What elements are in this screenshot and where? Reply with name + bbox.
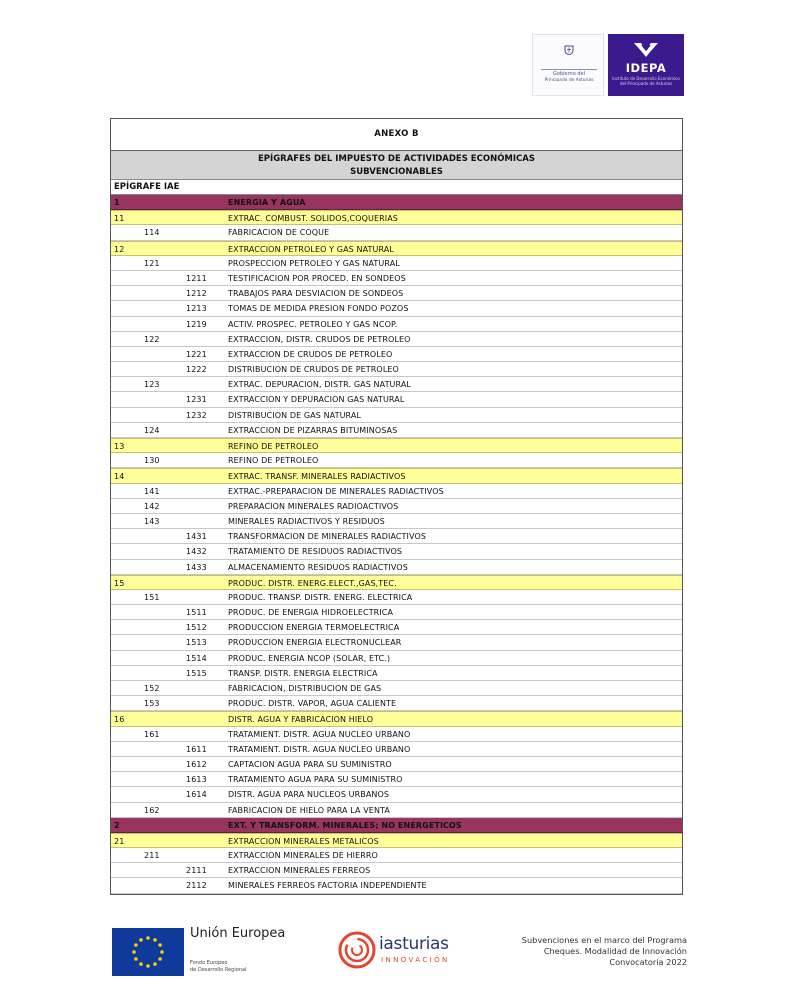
epigraph-description: EXT. Y TRANSFORM. MINERALES; NO ENERGETICOS: [228, 820, 462, 830]
epigraph-row: [111, 727, 682, 742]
epigraph-row: [111, 362, 682, 377]
epigraph-code: 1513: [186, 638, 207, 648]
epigraph-description: REFINO DE PETROLEO: [228, 456, 319, 466]
epigraph-row: [111, 195, 682, 210]
epigraph-row: [111, 225, 682, 240]
epigraph-description: TRABAJOS PARA DESVIACION DE SONDEOS: [228, 289, 404, 299]
epigraph-row: [111, 818, 682, 833]
epigraph-row: [111, 620, 682, 635]
epigraph-description: FABRICACION DE COQUE: [228, 228, 330, 238]
epigraph-code: 1221: [186, 349, 207, 359]
epigraph-description: EXTRAC. TRANSF. MINERALES RADIACTIVOS: [228, 472, 406, 482]
epigraph-description: EXTRACCION MINERALES DE HIERRO: [228, 851, 378, 861]
epigraph-row: [111, 696, 682, 711]
epigraph-row: [111, 575, 682, 590]
epigraph-code: 143: [144, 516, 160, 526]
epigraph-row: [111, 605, 682, 620]
epigraph-code: 1614: [186, 790, 207, 800]
epigraph-row: [111, 438, 682, 453]
epigraph-row: [111, 878, 682, 893]
epigraph-code: 1: [114, 198, 120, 207]
epigraph-row: [111, 332, 682, 347]
epigraph-description: EXTRACCION PETROLEO Y GAS NATURAL: [228, 244, 394, 254]
epigraph-row: [111, 499, 682, 514]
epigraph-row: [111, 453, 682, 468]
epigraph-description: PREPARACION MINERALES RADIOACTIVOS: [228, 501, 399, 511]
epigraph-row: [111, 256, 682, 271]
section-title-line1: EPÍGRAFES DEL IMPUESTO DE ACTIVIDADES ECONÓMICAS: [258, 154, 535, 164]
epigraph-code: 124: [144, 425, 160, 435]
epigraph-row: [111, 347, 682, 362]
epigraph-code: 2111: [186, 866, 207, 876]
epigraph-rows: [111, 195, 682, 894]
epigraph-code: 1232: [186, 410, 207, 420]
epigraph-code: 1613: [186, 775, 207, 785]
epigraph-description: ENERGIA Y AGUA: [228, 198, 306, 207]
epigraph-description: TESTIFICACION POR PROCED. EN SONDEOS: [228, 273, 406, 283]
epigraph-row: [111, 772, 682, 787]
epigraph-description: MINERALES FERREOS FACTORIA INDEPENDIENTE: [228, 881, 427, 891]
idepa-logo: [608, 34, 684, 96]
epigraph-description: REFINO DE PETROLEO: [228, 442, 319, 451]
eu-star-icon: [146, 936, 150, 940]
epigraph-description: TRATAMIENT. DISTR. AGUA NUCLEO URBANO: [228, 744, 411, 754]
epigraph-description: ALMACENAMIENTO RESIDUOS RADIACTIVOS: [228, 562, 408, 572]
epigraph-description: EXTRACCION, DISTR. CRUDOS DE PETROLEO: [228, 334, 411, 344]
iasturias-subtitle: INNOVACIÓN: [381, 956, 450, 964]
epigraph-description: EXTRAC. DEPURACION, DISTR. GAS NATURAL: [228, 380, 411, 390]
epigraph-row: [111, 468, 682, 483]
epigraph-row: [111, 514, 682, 529]
epigraph-row: [111, 484, 682, 499]
iae-epigraph-table: [110, 118, 683, 895]
epigraph-code: 153: [144, 699, 160, 709]
epigraph-code: 122: [144, 334, 160, 344]
epigraph-code: 211: [144, 851, 160, 861]
eu-star-icon: [139, 962, 143, 966]
eu-star-icon: [158, 943, 162, 947]
epigraph-description: EXTRACCION MINERALES METALICOS: [228, 836, 379, 846]
epigraph-description: FABRICACION, DISTRIBUCION DE GAS: [228, 684, 382, 693]
footer-text-line2: Cheques. Modalidad de Innovación: [543, 946, 687, 956]
epigraph-row: [111, 833, 682, 848]
annex-title: ANEXO B: [111, 119, 682, 151]
epigraph-description: EXTRACCION MINERALES FERREOS: [228, 866, 371, 876]
epigraph-description: EXTRACCION DE PIZARRAS BITUMINOSAS: [228, 425, 398, 435]
epigraph-row: [111, 666, 682, 681]
epigraph-row: [111, 651, 682, 666]
epigraph-row: [111, 286, 682, 301]
epigraph-row: [111, 210, 682, 225]
epigraph-code: 2112: [186, 881, 207, 891]
epigraph-code: 152: [144, 684, 160, 693]
eu-star-icon: [134, 957, 138, 961]
epigraph-description: PRODUC. TRANSP. DISTR. ENERG. ELECTRICA: [228, 592, 413, 602]
logo-divider: [541, 69, 597, 70]
eu-star-icon: [153, 938, 157, 942]
epigraph-code: 123: [144, 380, 160, 390]
epigraph-code: 1219: [186, 319, 207, 329]
epigraph-description: PRODUC. DE ENERGIA HIDROELECTRICA: [228, 608, 394, 618]
epigraph-code: 11: [114, 214, 125, 224]
epigraph-description: MINERALES RADIACTIVOS Y RESIDUOS: [228, 516, 385, 526]
epigraph-code: 16: [114, 715, 125, 725]
epigraph-code: 12: [114, 244, 125, 254]
epigraph-description: PRODUC. DISTR. ENERG.ELECT.,GAS,TEC.: [228, 578, 397, 588]
footer-text-line1: Subvenciones en el marco del Programa: [521, 935, 687, 945]
epigraph-code: 151: [144, 592, 160, 602]
epigraph-row: [111, 377, 682, 392]
epigraph-description: TRATAMIENT. DISTR. AGUA NUCLEO URBANO: [228, 729, 411, 739]
gob-logo-line2: Principado de Asturias: [544, 78, 594, 83]
epigraph-code: 1515: [186, 668, 207, 678]
epigraph-row: [111, 787, 682, 802]
header-logos: [532, 34, 684, 96]
epigraph-row: [111, 301, 682, 316]
epigraph-description: TRATAMIENTO AGUA PARA SU SUMINISTRO: [228, 775, 403, 785]
epigraph-description: EXTRAC.-PREPARACION DE MINERALES RADIACTIVOS: [228, 486, 444, 496]
epigraph-row: [111, 742, 682, 757]
epigraph-row: [111, 317, 682, 332]
epigraph-row: [111, 544, 682, 559]
epigraph-code: 142: [144, 501, 160, 511]
epigraph-description: PROSPECCION PETROLEO Y GAS NATURAL: [228, 258, 400, 268]
epigraph-row: [111, 848, 682, 863]
eu-star-icon: [134, 943, 138, 947]
epigraph-code: 1211: [186, 273, 207, 283]
epigraph-description: DISTR. AGUA PARA NUCLEOS URBANOS: [228, 790, 390, 800]
epigraph-description: TRATAMIENTO DE RESIDUOS RADIACTIVOS: [228, 547, 403, 557]
section-title-line2: SUBVENCIONABLES: [350, 167, 443, 177]
epigraph-description: TRANSP. DISTR. ENERGIA ELECTRICA: [228, 668, 378, 678]
epigraph-description: DISTR. AGUA Y FABRICACION HIELO: [228, 715, 374, 725]
epigraph-description: TOMAS DE MEDIDA PRESION FONDO POZOS: [228, 304, 409, 314]
epigraph-description: PRODUC. DISTR. VAPOR, AGUA CALIENTE: [228, 699, 397, 709]
epigraph-code: 1512: [186, 623, 207, 633]
epigraph-code: 1514: [186, 653, 207, 663]
epigraph-code: 1222: [186, 365, 207, 375]
epigraph-code: 1612: [186, 759, 207, 769]
epigraph-row: [111, 560, 682, 575]
footer-text-line3: Convocatoria 2022: [609, 957, 687, 967]
epigraph-code: 1432: [186, 547, 207, 557]
epigraph-code: 1611: [186, 744, 207, 754]
epigraph-row: [111, 241, 682, 256]
iasturias-swirl-icon: [337, 930, 377, 970]
eu-star-icon: [158, 957, 162, 961]
epigraph-code: 161: [144, 729, 160, 739]
epigraph-code: 162: [144, 805, 160, 815]
epigraph-code: 1213: [186, 304, 207, 314]
crest-icon: [564, 45, 574, 55]
epigraph-description: TRANSFORMACION DE MINERALES RADIACTIVOS: [228, 532, 427, 542]
eu-fund-line1: Fondo Europeo: [190, 960, 228, 966]
eu-star-icon: [146, 964, 150, 968]
gob-logo-line1: Gobierno del: [553, 71, 585, 77]
epigraph-row: [111, 803, 682, 818]
epigraph-description: ACTIV. PROSPEC. PETROLEO Y GAS NCOP.: [228, 319, 398, 329]
idepa-mark-icon: [632, 40, 660, 60]
epigraph-description: FABRICACION DE HIELO PARA LA VENTA: [228, 805, 390, 815]
epigraph-code: 1433: [186, 562, 207, 572]
epigraph-description: CAPTACION AGUA PARA SU SUMINISTRO: [228, 759, 392, 769]
epigraph-description: EXTRAC. COMBUST. SOLIDOS,COQUERIAS: [228, 214, 398, 224]
epigraph-row: [111, 635, 682, 650]
epigraph-code: 14: [114, 472, 125, 482]
eu-logo: [112, 926, 290, 978]
epigraph-row: [111, 590, 682, 605]
epigraph-code: 21: [114, 836, 125, 846]
epigraph-row: [111, 423, 682, 438]
epigraph-description: PRODUCCION ENERGIA ELECTRONUCLEAR: [228, 638, 402, 648]
epigraph-code: 1431: [186, 532, 207, 542]
epigraph-code: 15: [114, 578, 125, 588]
epigraph-code: 130: [144, 456, 160, 466]
eu-star-icon: [139, 938, 143, 942]
eu-title: Unión Europea: [190, 926, 286, 941]
epigraph-code: 1231: [186, 395, 207, 405]
idepa-subtitle: Instituto de Desarrollo Económico del Principado de Asturias: [612, 76, 680, 86]
epigraph-code: 114: [144, 228, 160, 238]
eu-flag-icon: [112, 928, 184, 976]
iasturias-logo: [337, 930, 467, 970]
epigraph-row: [111, 529, 682, 544]
eu-star-icon: [160, 950, 164, 954]
epigraph-description: EXTRACCION DE CRUDOS DE PETROLEO: [228, 349, 393, 359]
epigraph-row: [111, 392, 682, 407]
section-title: [111, 151, 682, 180]
epigraph-code: 2: [114, 820, 120, 830]
epigraph-code: 121: [144, 258, 160, 268]
idepa-name: IDEPA: [625, 61, 667, 75]
epigraph-description: PRODUCCION ENERGIA TERMOELECTRICA: [228, 623, 400, 633]
eu-star-icon: [132, 950, 136, 954]
iasturias-name: iasturias: [379, 934, 449, 954]
eu-fund-line2: de Desarrollo Regional: [190, 967, 247, 973]
epigraph-row: [111, 408, 682, 423]
epigraph-code: 13: [114, 442, 125, 451]
epigraph-row: [111, 757, 682, 772]
epigraph-code: 1511: [186, 608, 207, 618]
epigraph-code: 141: [144, 486, 160, 496]
epigraph-row: [111, 711, 682, 726]
epigraph-row: [111, 681, 682, 696]
epigraph-code: 1212: [186, 289, 207, 299]
gobierno-asturias-logo: [532, 34, 604, 96]
column-header: EPÍGRAFE IAE: [111, 180, 682, 195]
footer-program-text: [522, 935, 687, 968]
epigraph-description: DISTRIBUCION DE CRUDOS DE PETROLEO: [228, 365, 399, 375]
epigraph-row: [111, 271, 682, 286]
epigraph-row: [111, 863, 682, 878]
epigraph-description: DISTRIBUCION DE GAS NATURAL: [228, 410, 362, 420]
epigraph-description: PRODUC. ENERGIA NCOP (SOLAR, ETC.): [228, 653, 391, 663]
eu-star-icon: [153, 962, 157, 966]
epigraph-description: EXTRACCION Y DEPURACION GAS NATURAL: [228, 395, 405, 405]
